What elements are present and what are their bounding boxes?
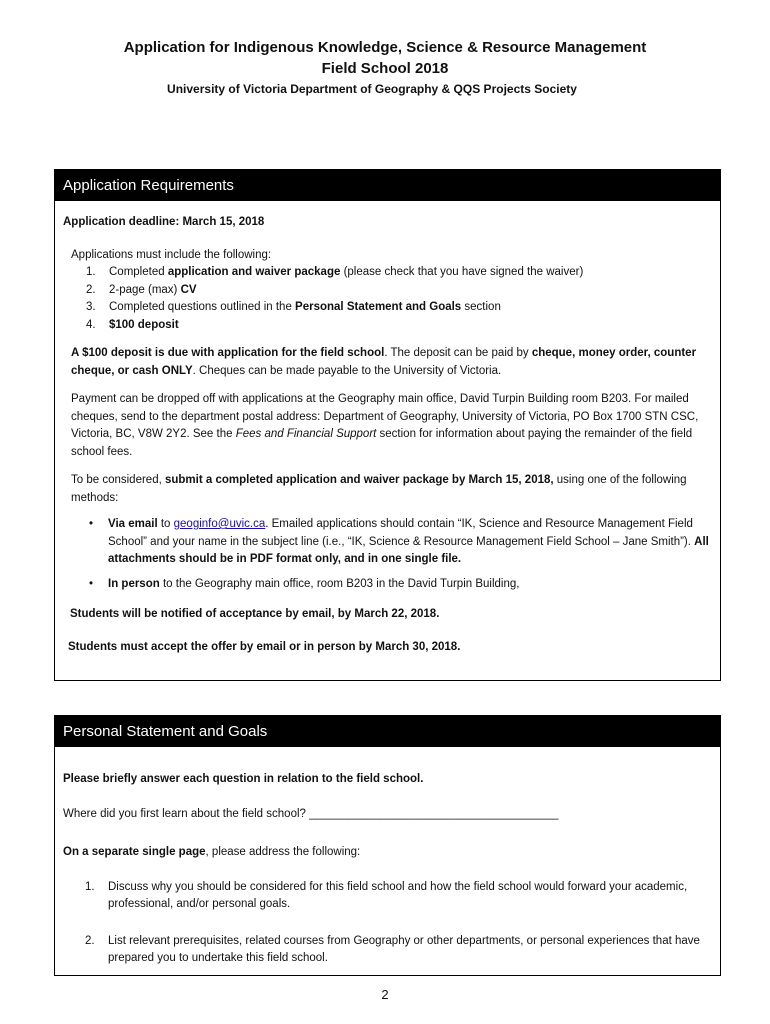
title-line-1: Application for Indigenous Knowledge, Science & Resource Management	[123, 39, 647, 56]
list-item: 1. Discuss why you should be considered for this field school and how the field school would forward your academic, professional, and/or personal goals.	[85, 880, 688, 910]
list-item: 1. Completed application and waiver package (please check that you have signed the waiver)	[86, 266, 584, 278]
submission-paragraph: To be considered, submit a completed application and waiver package by March 15, 2018, using one of the following methods:	[71, 474, 687, 504]
accept-offer-notice: Students must accept the offer by email or in person by March 30, 2018.	[68, 640, 461, 653]
requirements-intro: Applications must include the following:	[71, 248, 272, 261]
section-heading: Application Requirements	[55, 170, 720, 201]
separate-page-instruction: On a separate single page, please address the following:	[63, 846, 361, 858]
deadline: Application deadline: March 15, 2018	[63, 216, 265, 228]
submission-methods	[63, 516, 712, 593]
first-learn-question: Where did you first learn about the field school? _______________________________________	[63, 807, 559, 820]
list-item: 2. List relevant prerequisites, related courses from Geography or other departments, or personal experiences that have prepared you to undertake this field school.	[85, 934, 700, 964]
bullet-icon: •	[89, 518, 94, 530]
personal-questions	[63, 879, 712, 968]
subtitle: University of Victoria Department of Geography & QQS Projects Society	[167, 82, 577, 96]
email-link[interactable]: geoginfo@uvic.ca	[173, 518, 266, 530]
document-header	[0, 37, 770, 98]
list-item: 4. $100 deposit	[86, 318, 179, 331]
page-number: 2	[381, 987, 389, 1002]
list-item: 3. Completed questions outlined in the Personal Statement and Goals section	[86, 301, 501, 313]
section-heading: Personal Statement and Goals	[55, 716, 720, 747]
requirements-list	[63, 264, 712, 334]
list-item: • In person to the Geography main office, room B203 in the David Turpin Building,	[87, 576, 712, 594]
list-item: • Via email to geoginfo@uvic.ca. Emailed applications should contain “IK, Science and Resource Management Field School” and your name in the subject line (i.e., “IK, Science & Resource Management Field School – Jane Smith”). All attachments should be in PDF format only, and in one single file.	[89, 518, 709, 565]
deposit-paragraph: A $100 deposit is due with application for the field school. The deposit can be paid by cheque, money order, counter cheque, or cash ONLY. Cheques can be made payable to the University of Victoria.	[71, 347, 697, 377]
acceptance-notice: Students will be notified of acceptance by email, by March 22, 2018.	[70, 608, 440, 620]
title-line-2: Field School 2018	[321, 60, 449, 77]
personal-lead: Please briefly answer each question in relation to the field school.	[63, 773, 424, 785]
personal-statement-section	[54, 715, 721, 976]
payment-paragraph: Payment can be dropped off with applications at the Geography main office, David Turpin Building room B203. For mailed cheques, send to the department postal address: Department of Geography, University of Victoria, PO Box 1700 STN CSC, Victoria, BC, V8W 2Y2. See the Fees and Financial Support section for information about paying the remainder of the field school fees.	[71, 393, 699, 458]
application-requirements-section	[54, 169, 721, 681]
bullet-icon: •	[89, 577, 94, 590]
list-item: 2. 2-page (max) CV	[86, 283, 197, 296]
